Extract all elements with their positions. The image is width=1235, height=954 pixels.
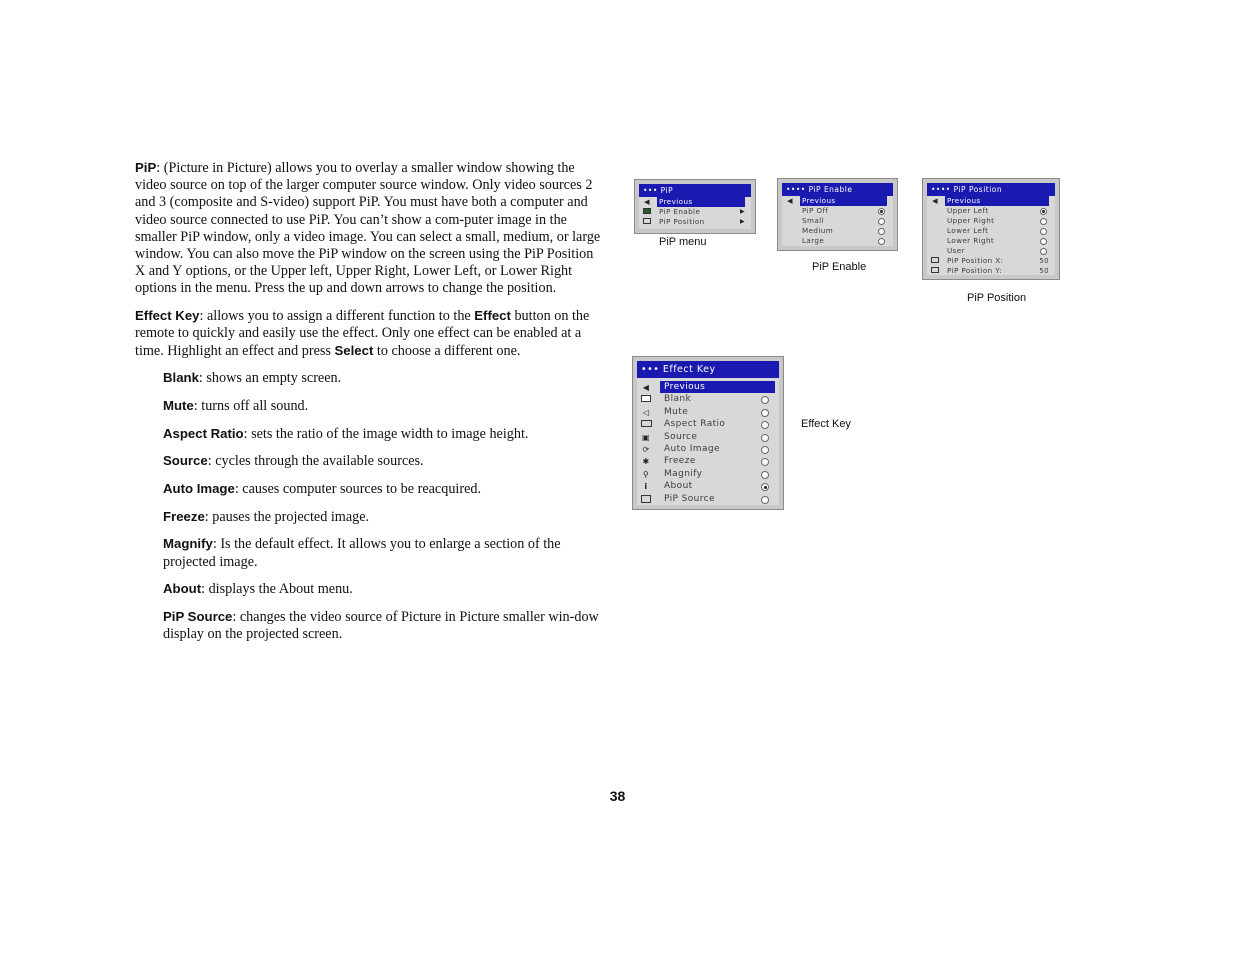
radio-button[interactable] — [761, 483, 769, 491]
item-text: : Is the default effect. It allows you to enlarge a section of the projected image. — [163, 536, 561, 570]
row-label: Lower Right — [947, 236, 995, 245]
position-x-value: 50 — [1039, 257, 1049, 265]
position-y-value: 50 — [1039, 267, 1049, 275]
effect-text-b: button on the remote to quickly and easily use the effect. Only one effect can be enabled at a time. Highlight an effect and press — [135, 307, 590, 360]
menu-row-medium[interactable] — [782, 226, 893, 236]
item-text: : sets the ratio of the image width to image height. — [243, 425, 529, 442]
menu-row-about[interactable] — [637, 480, 779, 492]
pip-position-caption: PiP Position — [967, 292, 1027, 304]
menu-row-pip-off[interactable] — [782, 206, 893, 216]
row-label: Small — [802, 216, 824, 225]
radio-button[interactable] — [761, 496, 769, 504]
item-magnify — [163, 535, 603, 570]
item-auto-image — [163, 480, 603, 498]
radio-button[interactable] — [761, 409, 769, 417]
item-term: Magnify — [163, 536, 213, 552]
pip-term: PiP — [135, 160, 157, 175]
radio-button[interactable] — [761, 396, 769, 404]
menu-row-magnify[interactable] — [637, 468, 779, 480]
radio-button[interactable] — [1040, 228, 1047, 235]
item-term: Mute — [163, 397, 194, 413]
row-label: Lower Left — [947, 226, 989, 235]
back-arrow-icon: ◀ — [787, 197, 793, 205]
item-text: : shows an empty screen. — [198, 370, 342, 387]
item-text: : causes computer sources to be reacquired. — [234, 481, 482, 498]
info-icon: i — [644, 482, 648, 492]
aspect-ratio-icon — [640, 420, 652, 429]
blank-screen-icon — [640, 395, 652, 404]
pip-enable-screenshot — [777, 178, 898, 251]
menu-title-bar: ••• Effect Key — [637, 361, 779, 378]
pip-menu-caption: PiP menu — [659, 236, 707, 248]
radio-button[interactable] — [1040, 248, 1047, 255]
item-pip-source — [163, 608, 603, 643]
pip-source-icon — [640, 495, 652, 504]
radio-button[interactable] — [878, 228, 885, 235]
item-text: : cycles through the available sources. — [207, 453, 424, 470]
item-freeze — [163, 508, 603, 526]
pip-enable-icon — [642, 208, 652, 216]
item-text: : turns off all sound. — [193, 397, 309, 414]
row-label: Auto Image — [664, 443, 720, 454]
pip-enable-caption: PiP Enable — [812, 261, 867, 273]
row-label: Previous — [660, 381, 775, 393]
row-label: User — [947, 246, 965, 255]
radio-button[interactable] — [878, 238, 885, 245]
menu-title: Effect Key — [662, 364, 716, 375]
row-label: Previous — [800, 196, 887, 206]
page-number: 38 — [609, 788, 626, 804]
row-label: Aspect Ratio — [664, 419, 726, 430]
row-label: Mute — [664, 406, 689, 417]
menu-row-large[interactable] — [782, 236, 893, 246]
row-label: PiP Position Y: — [947, 266, 1002, 275]
menu-row-pip-source[interactable] — [637, 493, 779, 505]
menu-title: PiP — [660, 186, 674, 195]
menu-row-previous[interactable] — [637, 381, 779, 393]
menu-panel — [927, 183, 1055, 275]
radio-button[interactable] — [1040, 208, 1047, 215]
row-label: Upper Left — [947, 206, 989, 215]
effect-select-term: Select — [334, 343, 374, 359]
radio-button[interactable] — [878, 208, 885, 215]
menu-panel — [782, 183, 893, 246]
menu-row-previous[interactable] — [782, 196, 893, 206]
menu-row-auto-image[interactable] — [637, 443, 779, 455]
pip-position-x-icon — [930, 257, 940, 265]
item-source — [163, 452, 603, 470]
row-label: PiP Position — [659, 217, 705, 226]
menu-title-bar: •••• PiP Position — [927, 183, 1055, 196]
radio-button[interactable] — [761, 434, 769, 442]
source-icon: ▣ — [642, 432, 650, 442]
item-term: Source — [163, 453, 208, 469]
menu-row-previous[interactable] — [639, 197, 751, 207]
menu-row-pip-enable[interactable] — [639, 207, 751, 217]
menu-row-source[interactable] — [637, 431, 779, 443]
menu-title-bar: •••• PiP Enable — [782, 183, 893, 196]
submenu-arrow-icon: ▶ — [739, 208, 745, 215]
back-arrow-icon: ◀ — [932, 197, 938, 205]
row-label: About — [664, 481, 693, 492]
pip-position-icon — [642, 218, 652, 226]
menu-row-blank[interactable] — [637, 393, 779, 405]
effect-key-caption: Effect Key — [801, 418, 851, 430]
back-arrow-icon: ◀ — [642, 383, 650, 392]
row-label: Source — [664, 431, 698, 442]
body-text — [135, 159, 603, 653]
back-arrow-icon: ◀ — [644, 198, 650, 206]
pip-position-y-icon — [930, 267, 940, 275]
magnifier-icon: ⚲ — [642, 469, 650, 479]
effect-key-screenshot — [632, 356, 784, 510]
menu-row-aspect-ratio[interactable] — [637, 418, 779, 430]
item-term: About — [163, 581, 202, 597]
row-label: Previous — [945, 196, 1049, 206]
item-blank — [163, 369, 603, 387]
menu-row-freeze[interactable] — [637, 455, 779, 467]
item-text: : changes the video source of Picture in Picture smaller win-dow display on the projected screen. — [163, 609, 599, 643]
item-term: PiP Source — [163, 609, 233, 625]
menu-panel — [639, 184, 751, 229]
radio-button[interactable] — [878, 218, 885, 225]
radio-button[interactable] — [761, 421, 769, 429]
effect-paragraph — [135, 307, 603, 361]
radio-button[interactable] — [1040, 218, 1047, 225]
menu-row-previous[interactable] — [927, 196, 1055, 206]
item-term: Blank — [163, 370, 199, 386]
menu-title: PiP Enable — [808, 185, 853, 194]
radio-button[interactable] — [1040, 238, 1047, 245]
speaker-mute-icon: ◁ — [642, 407, 650, 417]
menu-row-user[interactable] — [927, 246, 1055, 256]
item-about — [163, 580, 603, 598]
pip-paragraph — [135, 159, 603, 298]
effect-text-c: to choose a different one. — [373, 343, 521, 360]
radio-button[interactable] — [761, 471, 769, 479]
menu-row-position-x[interactable] — [927, 256, 1055, 266]
pip-text: : (Picture in Picture) allows you to overlay a smaller window showing the video source on top of the larger computer source window. Only video sources 2 and 3 (composite and S-video) support PiP. You must have both a computer and video source connected to use PiP. You can’t show a com-puter image in the smaller PiP window, only a video image. You can select a small, medium, or large window. You can also move the PiP window on the screen using the PiP Position X and Y options, or the Upper left, Upper Right, Lower Left, or Lower Right options in the menu. Press the up and down arrows to change the position. — [135, 160, 601, 297]
row-label: Blank — [664, 394, 692, 405]
menu-row-mute[interactable] — [637, 406, 779, 418]
row-label: Upper Right — [947, 216, 995, 225]
submenu-arrow-icon: ▶ — [739, 218, 745, 225]
menu-row-small[interactable] — [782, 216, 893, 226]
item-term: Auto Image — [163, 481, 235, 497]
row-label: PiP Source — [664, 493, 715, 504]
pip-position-screenshot — [922, 178, 1060, 280]
row-label: Large — [802, 236, 825, 245]
row-label: Previous — [657, 197, 745, 207]
row-label: Magnify — [664, 468, 703, 479]
row-label: Medium — [802, 226, 834, 235]
row-label: PiP Off — [802, 206, 829, 215]
menu-title: PiP Position — [953, 185, 1003, 194]
effect-text-a: : allows you to assign a different function to the — [199, 307, 475, 324]
auto-image-icon: ⟳ — [642, 444, 650, 454]
row-label: PiP Position X: — [947, 256, 1004, 265]
menu-panel — [637, 361, 779, 505]
row-label: PiP Enable — [659, 207, 701, 216]
menu-row-upper-right[interactable] — [927, 216, 1055, 226]
item-term: Aspect Ratio — [163, 425, 244, 441]
item-mute — [163, 397, 603, 415]
item-text: : displays the About menu. — [201, 581, 353, 598]
radio-button[interactable] — [761, 458, 769, 466]
menu-title-bar: ••• PiP — [639, 184, 751, 197]
menu-row-lower-right[interactable] — [927, 236, 1055, 246]
pip-menu-screenshot — [634, 179, 756, 234]
effect-button-term: Effect — [474, 307, 511, 323]
menu-row-upper-left[interactable] — [927, 206, 1055, 216]
radio-button[interactable] — [761, 446, 769, 454]
menu-row-position-y[interactable] — [927, 266, 1055, 276]
item-text: : pauses the projected image. — [204, 508, 370, 525]
menu-row-pip-position[interactable] — [639, 217, 751, 227]
snowflake-icon: ✱ — [642, 457, 650, 467]
item-term: Freeze — [163, 508, 205, 524]
effect-term: Effect Key — [135, 307, 200, 323]
item-aspect-ratio — [163, 425, 603, 443]
menu-row-lower-left[interactable] — [927, 226, 1055, 236]
row-label: Freeze — [664, 456, 696, 467]
